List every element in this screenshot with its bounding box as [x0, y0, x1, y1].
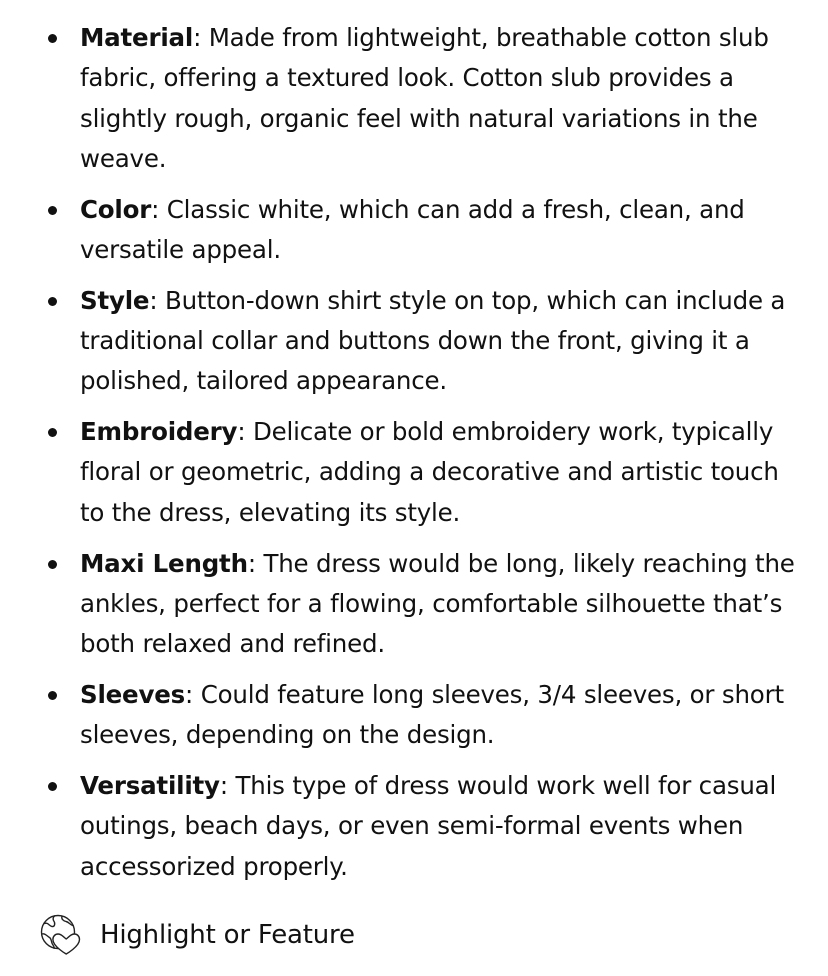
bullet-dot: [48, 782, 57, 791]
feature-description: : Button-down shirt style on top, which can include a traditional collar and buttons down the front, giving it a polished, tailored appearance.: [80, 285, 786, 396]
feature-item-style: [0, 281, 828, 402]
feature-description: : Made from lightweight, breathable cotton slub fabric, offering a textured look. Cotton slub provides a slightly rough, organic feel with natural variations in the weave.: [80, 23, 769, 173]
feature-term: Embroidery: [80, 417, 238, 447]
feature-description: : This type of dress would work well for casual outings, beach days, or even semi-formal events when accessorized properly.: [80, 771, 777, 881]
feature-list: [0, 18, 828, 897]
highlight-feature-label: Highlight or Feature: [100, 920, 355, 950]
feature-description: : Could feature long sleeves, 3/4 sleeves, or short sleeves, depending on the design.: [80, 679, 784, 750]
feature-item-maxi-length: [0, 544, 828, 665]
feature-term: Material: [80, 23, 194, 52]
feature-item-color: [0, 190, 828, 271]
bullet-dot: [48, 206, 57, 215]
feature-item-sleeves: [0, 675, 828, 756]
feature-item-embroidery: [0, 412, 828, 533]
bullet-dot: [48, 297, 57, 306]
feature-term: Style: [80, 285, 150, 315]
feature-description: : The dress would be long, likely reaching the ankles, perfect for a flowing, comfortable silhouette that’s both relaxed and refined.: [80, 548, 795, 659]
feature-term: Sleeves: [80, 679, 186, 709]
feature-term: Versatility: [80, 771, 220, 801]
bullet-dot: [48, 34, 57, 43]
feature-description: : Delicate or bold embroidery work, typically floral or geometric, adding a decorative and artistic touch to the dress, elevating its style.: [80, 417, 779, 527]
bullet-dot: [48, 428, 57, 437]
feature-item-material: [0, 18, 828, 179]
highlight-feature-row[interactable]: [40, 913, 355, 957]
bullet-dot: [48, 560, 57, 569]
feature-description: : Classic white, which can add a fresh, clean, and versatile appeal.: [80, 194, 745, 264]
feature-term: Color: [80, 194, 152, 224]
feature-item-versatility: [0, 766, 828, 887]
globe-heart-icon: [40, 914, 82, 956]
bullet-dot: [48, 691, 57, 700]
feature-term: Maxi Length: [80, 548, 248, 578]
